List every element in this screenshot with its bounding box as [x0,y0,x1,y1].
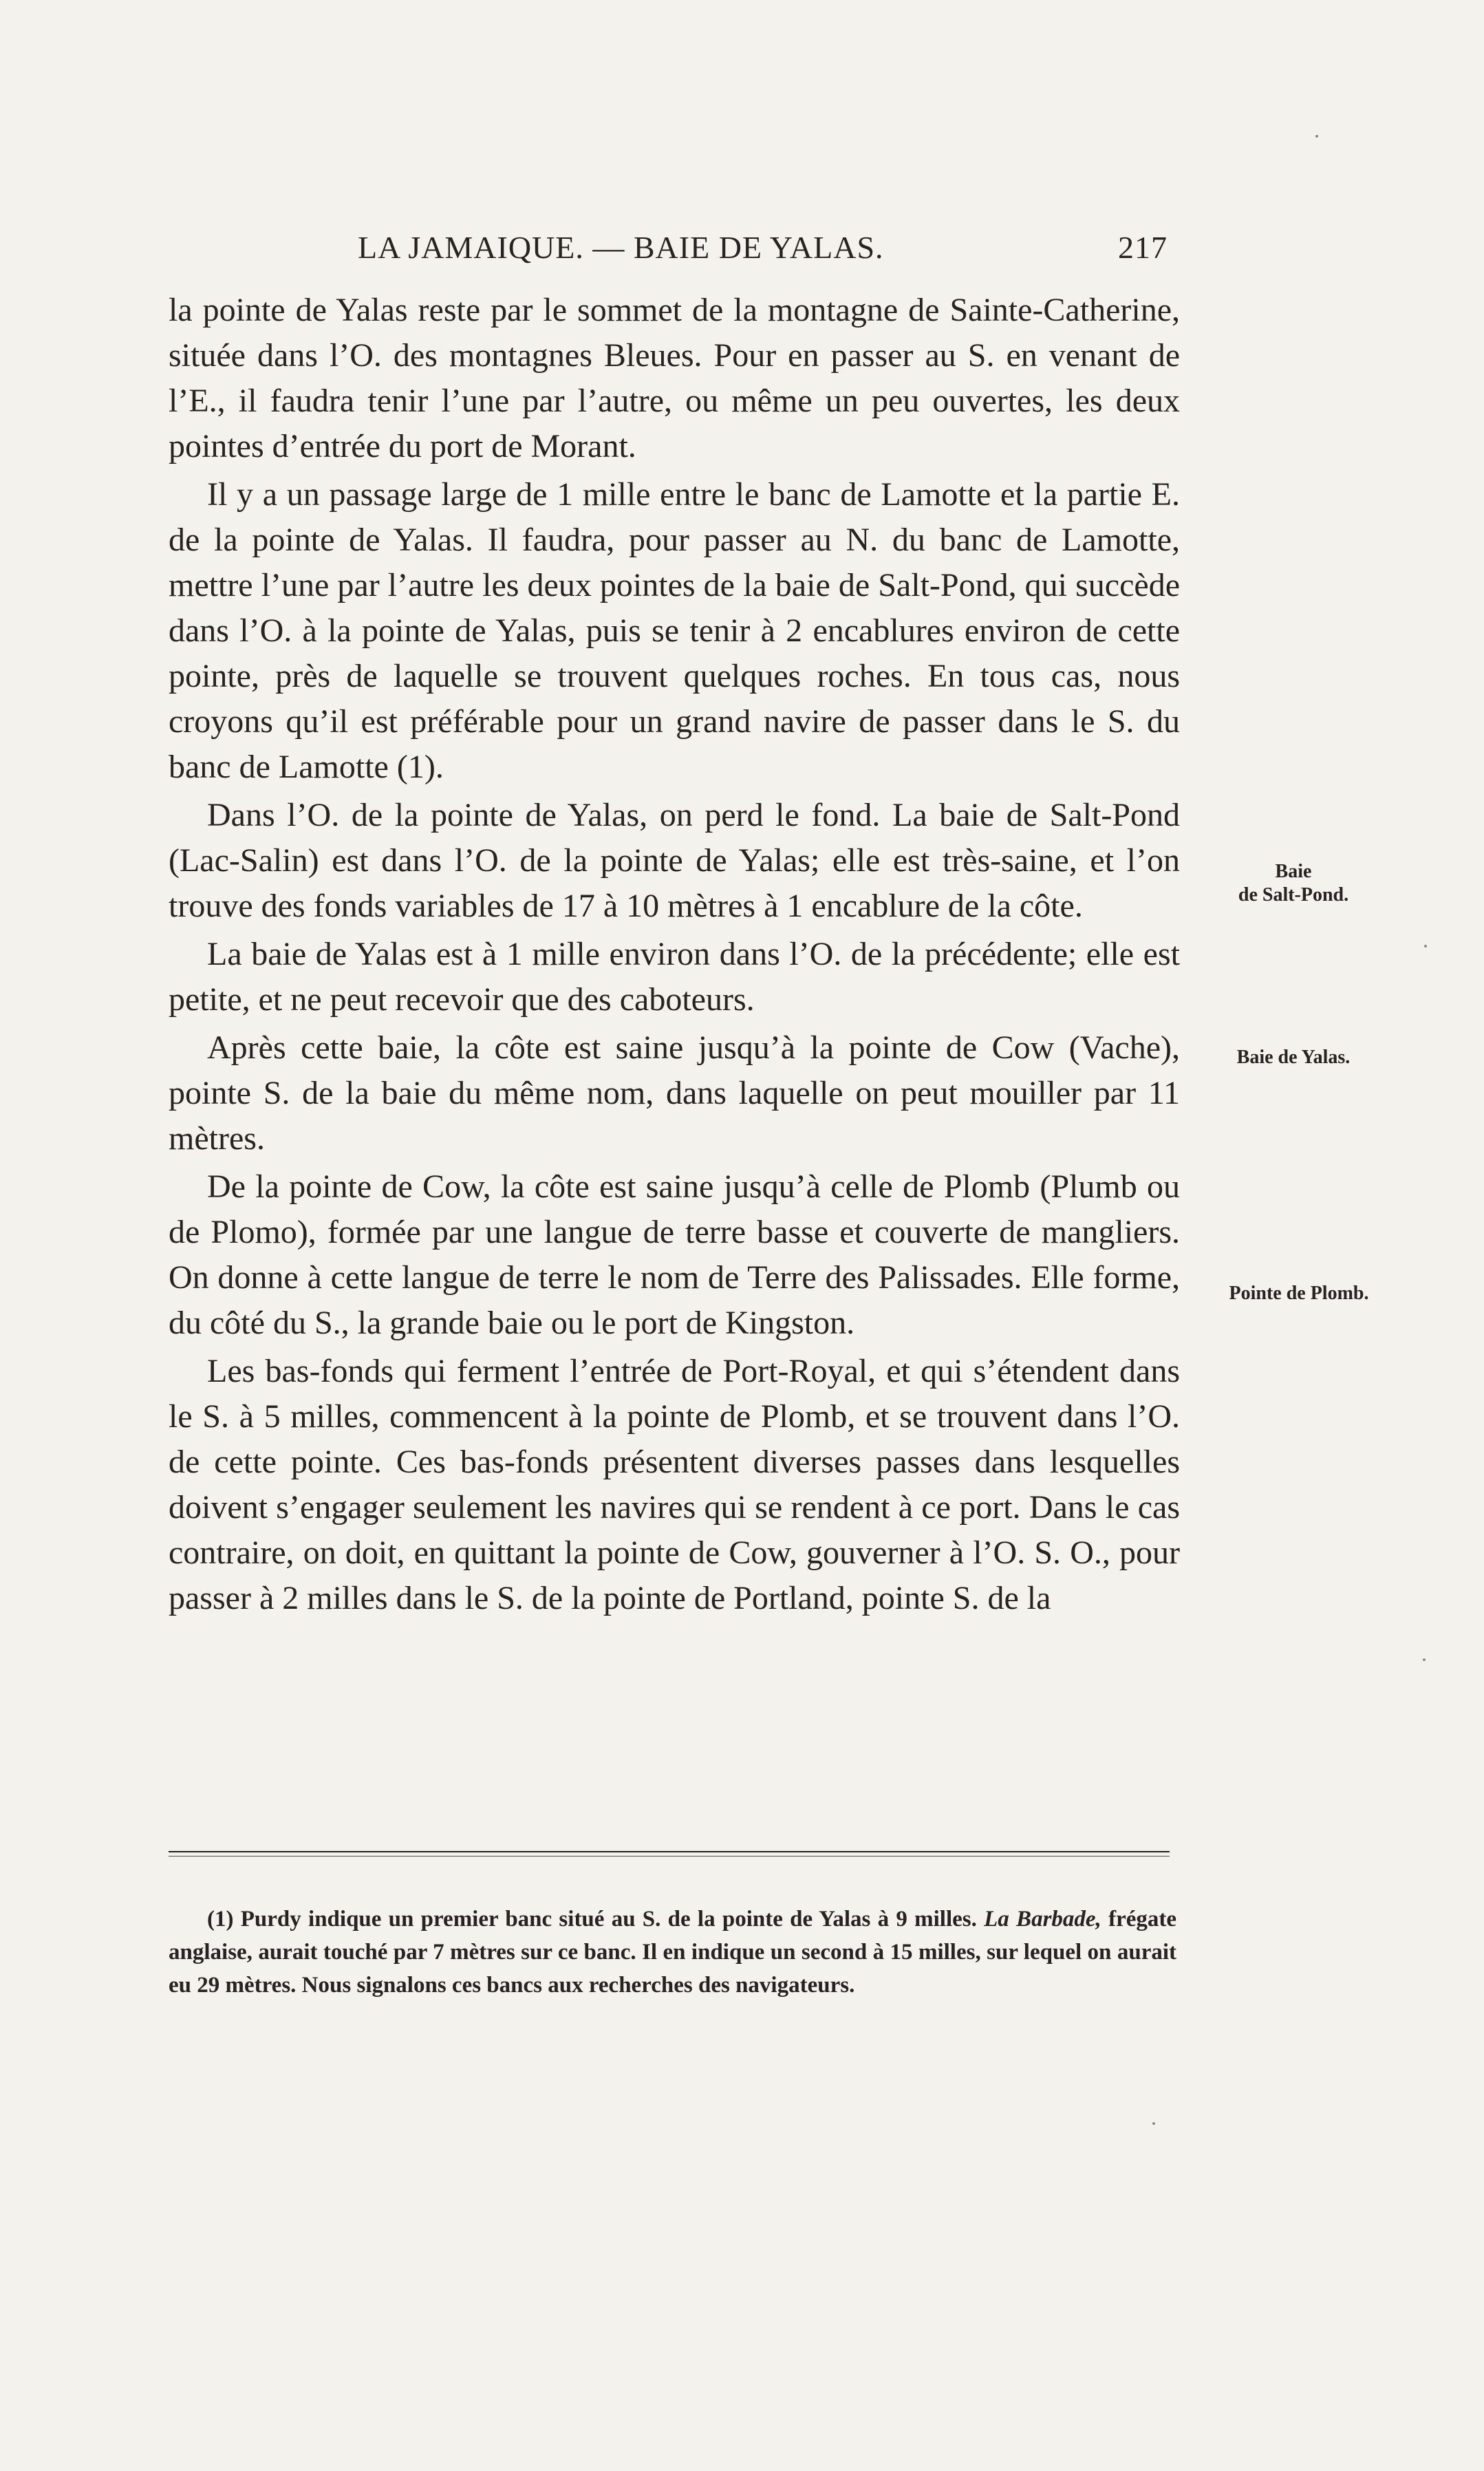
paper-speck [1315,135,1318,138]
margin-note-salt-pond [1211,860,1376,907]
margin-note-baie-yalas: Baie de Yalas. [1236,1047,1351,1068]
paragraph-salt-pond: Dans l’O. de la pointe de Yalas, on perd le fond. La baie de Salt-Pond (Lac-Salin) est dans l’O. de la pointe de Yalas; elle est très-saine, et l’on trouve des fonds variables de 17 à 10 mètres à 1 encablure de la côte. [169,797,1180,924]
footnote-rule [169,1851,1170,1852]
paper-speck [1423,1658,1426,1661]
paragraph-bas-fonds: Les bas-fonds qui ferment l’entrée de Port-Royal, et qui s’étendent dans le S. à 5 milles, commencent à la pointe de Plomb, et se trouvent dans l’O. de cette pointe. Ces bas-fonds présentent diverses passes dans lesquelles doivent s’engager seulement les navires qui se rendent à ce port. Dans le cas contraire, on doit, en quittant la pointe de Cow, gouverner à l’O. S. O., pour passer à 2 milles dans le S. de la pointe de Portland, pointe S. de la [169,1353,1180,1616]
paper-speck [1152,2122,1155,2125]
footnotes [169,1903,1176,2002]
page-number: 217 [1118,230,1168,265]
footnote-rule-thin [169,1856,1170,1857]
footnote-marker: (1) [207,1907,234,1932]
footnote-text-after: frégate anglaise, aurait touché par 7 mètres sur ce banc. Il en indique un second à 15 milles, sur lequel on aurait eu 29 mètres. Nous signalons ces bancs aux recherches des navigateurs. [169,1907,1176,1998]
body-text [169,288,1180,1624]
footnote-text-before: Purdy indique un premier banc situé au S. de la pointe de Yalas à 9 milles. [240,1907,977,1932]
paragraph-pointe-cow: Après cette baie, la côte est saine jusqu’à la pointe de Cow (Vache), pointe S. de la baie du même nom, dans laquelle on peut mouiller par 11 mètres. [169,1029,1180,1157]
paragraph-baie-yalas: La baie de Yalas est à 1 mille environ dans l’O. de la précédente; elle est petite, et ne peut recevoir que des caboteurs. [169,936,1180,1018]
running-head [169,224,1168,272]
running-head-title: LA JAMAIQUE. — BAIE DE YALAS. [358,230,884,265]
paper-speck [1424,945,1427,948]
margin-note-salt-pond-line1: Baie [1275,861,1312,882]
footnote-italic-ship: La Barbade, [984,1907,1101,1932]
margin-note-salt-pond-line2: de Salt-Pond. [1238,884,1349,906]
margin-note-pointe-plomb: Pointe de Plomb. [1229,1283,1369,1304]
footnote-1 [169,1903,1176,2002]
paragraph-pointe-plomb: De la pointe de Cow, la côte est saine jusqu’à celle de Plomb (Plumb ou de Plomo), formée par une langue de terre basse et couverte de mangliers. On donne à cette langue de terre le nom de Terre des Palissades. Elle forme, du côté du S., la grande baie ou le port de Kingston. [169,1168,1180,1341]
paragraph-continued: la pointe de Yalas reste par le sommet de la montagne de Sainte-Catherine, située dans l’O. des montagnes Bleues. Pour en passer au S. en venant de l’E., il faudra tenir l’une par l’autre, ou même un peu ouvertes, les deux pointes d’entrée du port de Morant. [169,292,1180,464]
paragraph-passage-lamotte: Il y a un passage large de 1 mille entre le banc de Lamotte et la partie E. de la pointe de Yalas. Il faudra, pour passer au N. du banc de Lamotte, mettre l’une par l’autre les deux pointes de la baie de Salt-Pond, qui succède dans l’O. à la pointe de Yalas, puis se tenir à 2 encablures environ de cette pointe, près de laquelle se trouvent quelques roches. En tous cas, nous croyons qu’il est préférable pour un grand navire de passer dans le S. du banc de Lamotte (1). [169,476,1180,785]
